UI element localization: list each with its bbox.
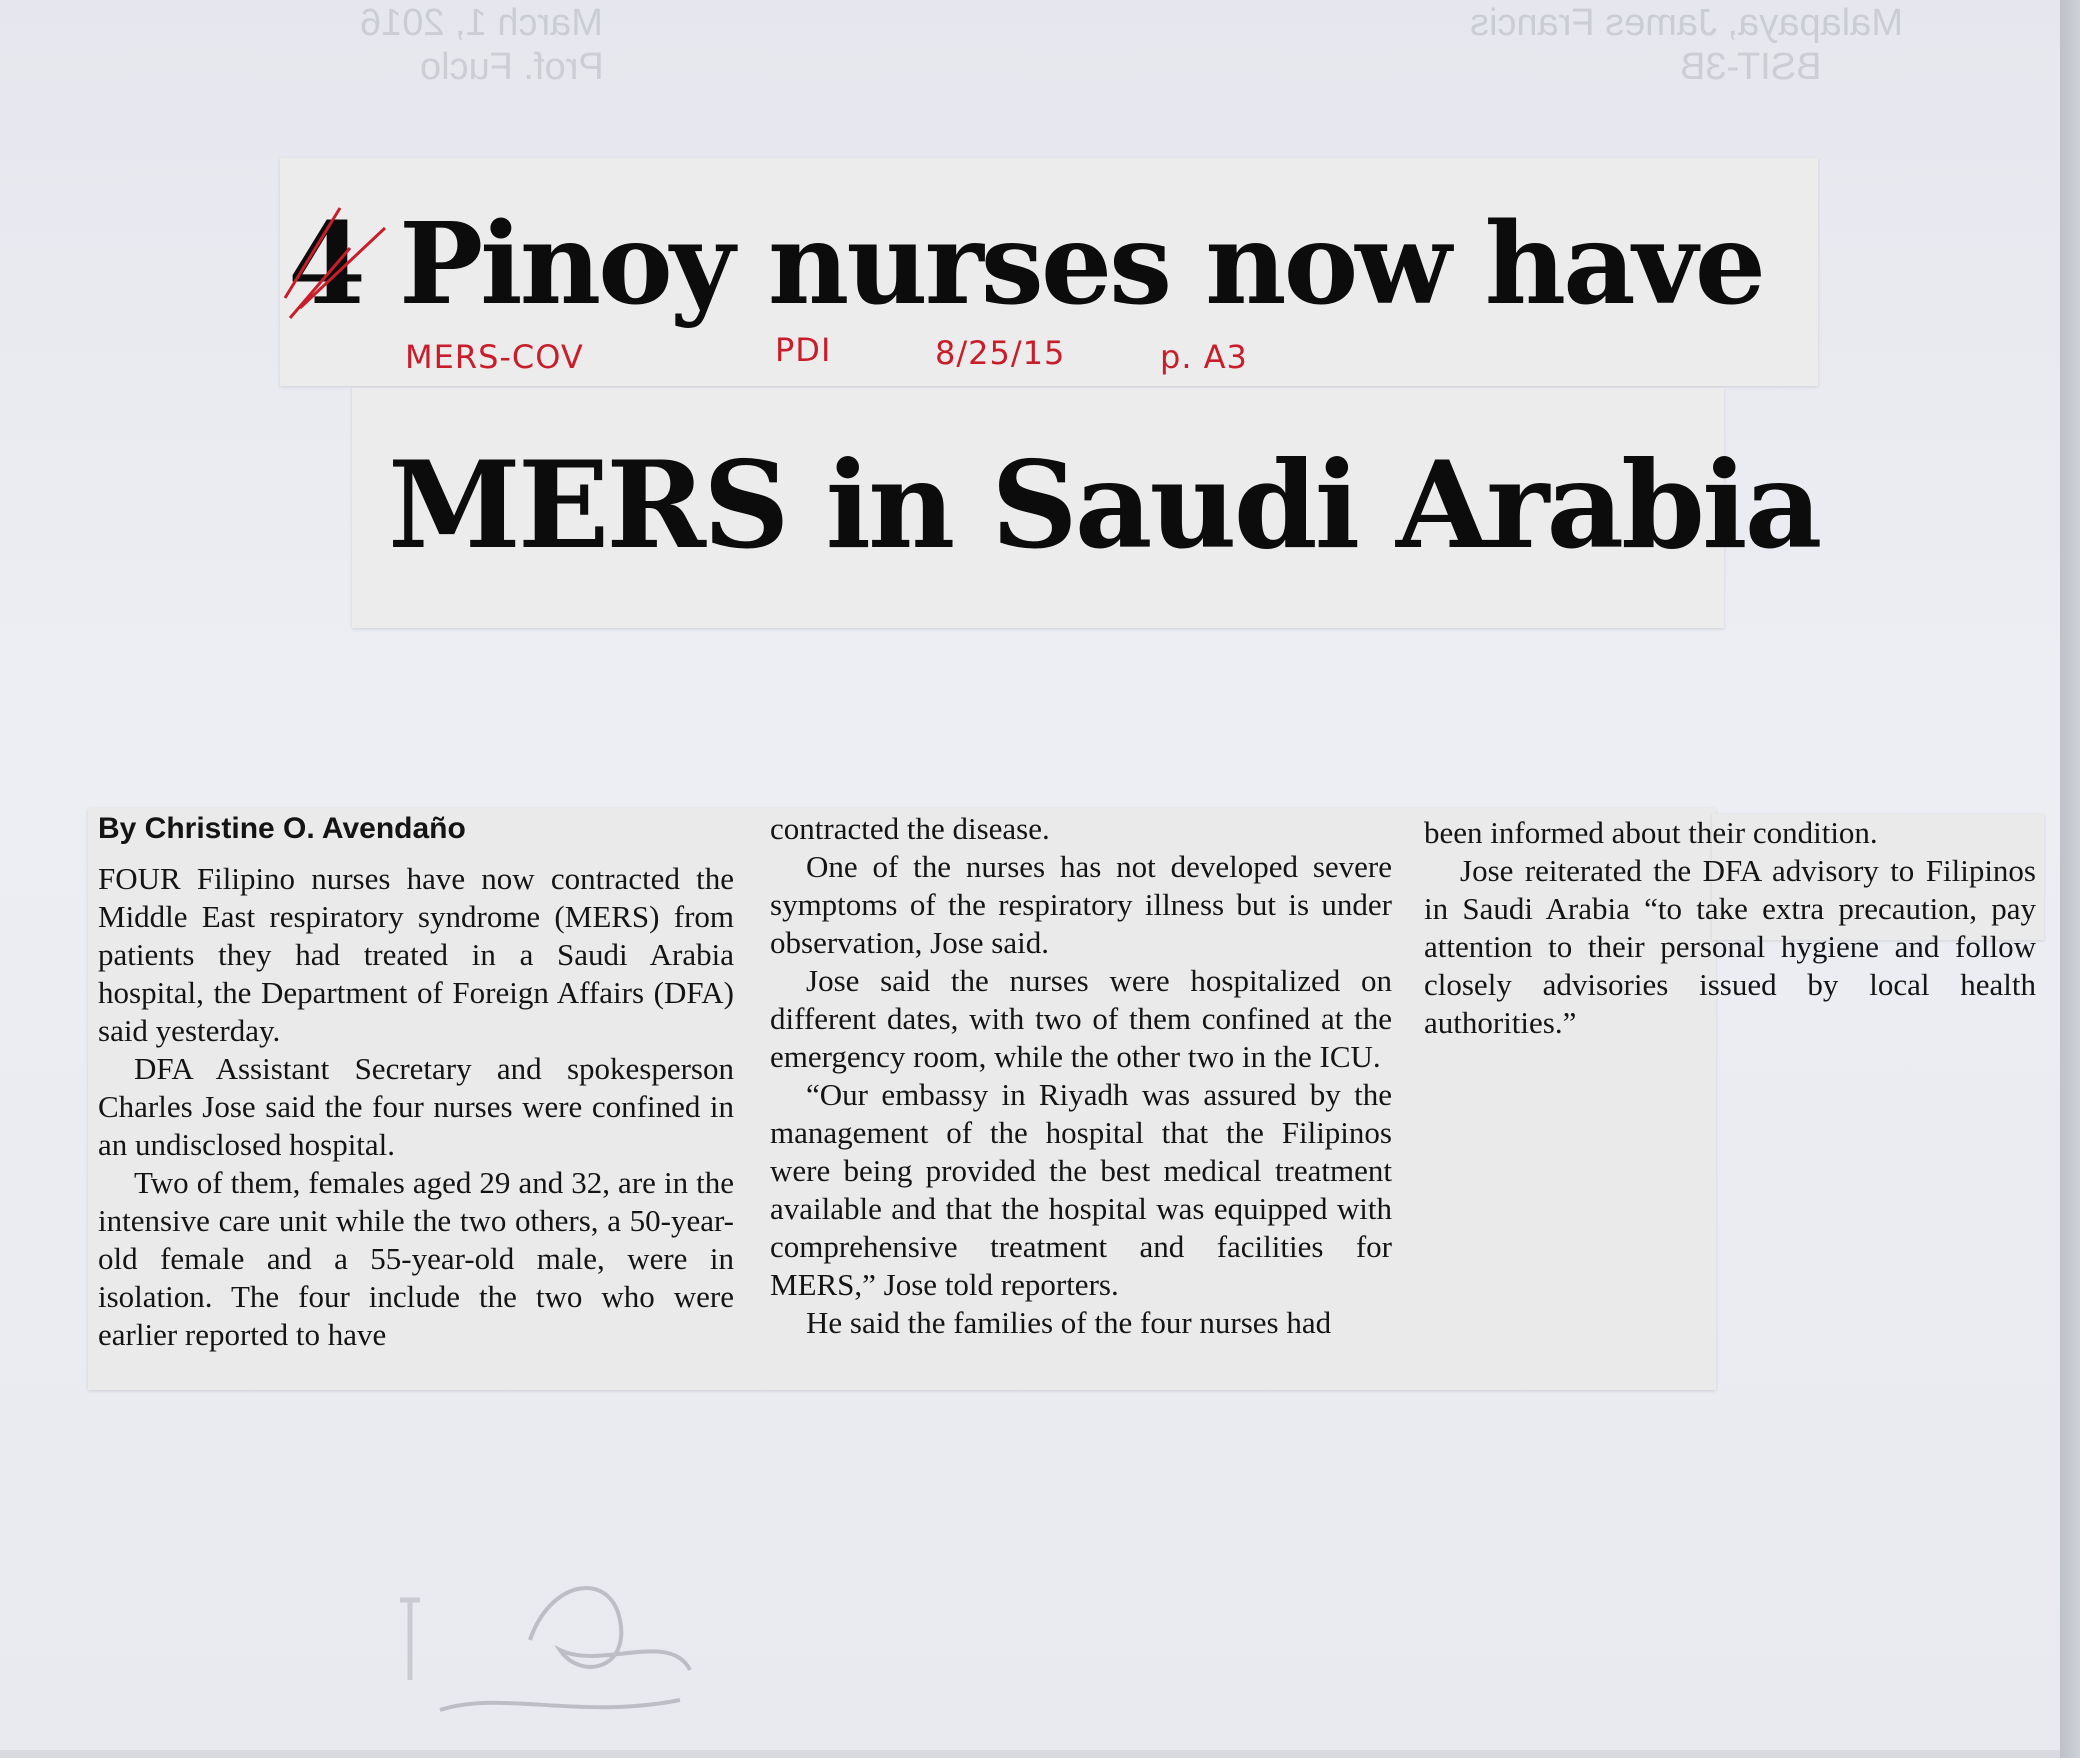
article-column-3: [1424, 814, 2036, 852]
paragraph: “Our embassy in Riyadh was assured by the management of the hospital that the Filipinos were being provided the best medical treatment available and that the hospital was equipped with comprehensive treatment and facilities for MERS,” Jose told reporters.: [770, 1077, 1392, 1302]
headline-line-1: [288, 200, 1763, 330]
article-column-2: [770, 810, 1392, 1342]
signature-stamp: [380, 1560, 760, 1740]
signature-scribble: [380, 1560, 760, 1740]
bleed-prof: Prof. Fuclo: [420, 46, 604, 88]
article-column-3-cont: [1424, 852, 2036, 1042]
paragraph: FOUR Filipino nurses have now contracted the Middle East respiratory syndrome (MERS) from patients they had treated in a Saudi Arabia hospital, the Department of Foreign Affairs (DFA) said yesterday.: [98, 861, 734, 1048]
headline-line-2: MERS in Saudi Arabia: [388, 435, 1820, 576]
bleed-section: BSIT-3B: [1680, 46, 1822, 88]
handwritten-page: p. A3: [1160, 338, 1248, 376]
handwritten-strike-mark: [280, 188, 400, 338]
headline-line-1-text: Pinoy nurses now have: [398, 199, 1764, 330]
paragraph: been informed about their condition.: [1424, 815, 1878, 850]
article-column-1: [98, 810, 734, 1354]
paragraph: Two of them, females aged 29 and 32, are in the intensive care unit while the two others, a 50-year-old female and a 55-year-old male, were in isolation. The four include the two who were earlier reported to have: [98, 1165, 734, 1352]
paragraph: He said the families of the four nurses had: [806, 1305, 1332, 1340]
handwritten-tag: MERS-COV: [405, 338, 584, 376]
paper-edge: [2060, 0, 2080, 1758]
bleed-name: Malapaya, James Francis: [1470, 2, 1903, 44]
paragraph: One of the nurses has not developed severe symptoms of the respiratory illness but is under observation, Jose said.: [770, 849, 1392, 960]
bleed-date: March 1, 2016: [360, 2, 603, 44]
headline-clip-1: [280, 158, 1818, 386]
paragraph: contracted the disease.: [770, 811, 1050, 846]
paragraph: Jose reiterated the DFA advisory to Filipinos in Saudi Arabia “to take extra precaution, pay attention to their personal hygiene and follow closely advisories issued by local health authorities.”: [1424, 853, 2036, 1040]
paragraph: DFA Assistant Secretary and spokesperson Charles Jose said the four nurses were confined in an undisclosed hospital.: [98, 1051, 734, 1162]
headline-number: 4: [288, 199, 363, 330]
handwritten-source: PDI: [775, 331, 832, 369]
paragraph: Jose said the nurses were hospitalized on different dates, with two of them confined at the emergency room, while the other two in the ICU.: [770, 963, 1392, 1074]
headline-clip-2: [352, 388, 1820, 628]
handwritten-date: 8/25/15: [935, 334, 1066, 372]
byline: By Christine O. Avendaño: [98, 812, 466, 845]
